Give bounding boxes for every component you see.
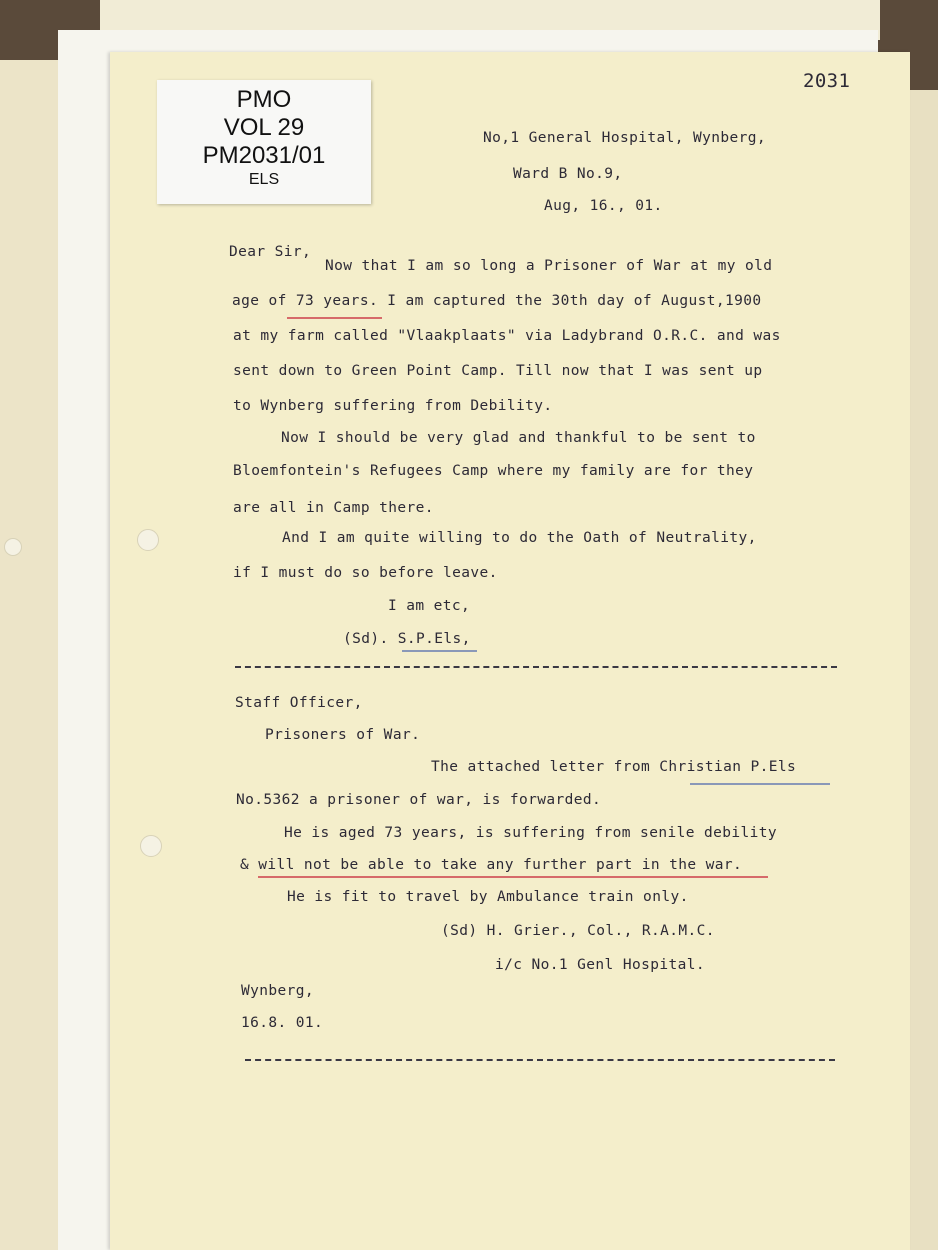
salutation: Dear Sir, [229, 244, 312, 260]
endorsement-recipient: Staff Officer, [235, 695, 363, 711]
punch-hole [137, 529, 159, 551]
endorsement-title: i/c No.1 Genl Hospital. [495, 957, 705, 973]
red-underline [258, 876, 768, 878]
address-date: Aug, 16., 01. [544, 198, 663, 214]
label-line: VOL 29 [223, 114, 305, 141]
letter-line: Now that I am so long a Prisoner of War at my old [325, 258, 773, 274]
letter-line: at my farm called "Vlaakplaats" via Ladybrand O.R.C. and was [233, 328, 781, 344]
letter-line: are all in Camp there. [233, 500, 434, 516]
red-underline [287, 317, 382, 319]
dashed-rule [245, 1059, 835, 1061]
letter-line: to Wynberg suffering from Debility. [233, 398, 553, 414]
label-line: ELS [248, 171, 280, 188]
endorsement-line: & will not be able to take any further part in the war. [240, 857, 743, 873]
endorsement-line: The attached letter from Christian P.Els [431, 759, 797, 775]
letter-line: Now I should be very glad and thankful to be sent to [281, 430, 756, 446]
blue-underline [690, 783, 830, 785]
archive-label [157, 80, 371, 204]
letter-signature: (Sd). S.P.Els, [343, 631, 471, 647]
endorsement-place: Wynberg, [241, 983, 315, 999]
letter-page [110, 52, 910, 1250]
letter-line: sent down to Green Point Camp. Till now that I was sent up [233, 363, 763, 379]
punch-hole [4, 538, 22, 556]
letter-line: if I must do so before leave. [233, 565, 498, 581]
address-line: No,1 General Hospital, Wynberg, [483, 130, 767, 146]
endorsement-date: 16.8. 01. [241, 1015, 324, 1031]
endorsement-line: No.5362 a prisoner of war, is forwarded. [236, 792, 602, 808]
punch-hole [140, 835, 162, 857]
blue-underline [402, 650, 477, 652]
endorsement-signature: (Sd) H. Grier., Col., R.A.M.C. [441, 923, 715, 939]
endorsement-line: He is fit to travel by Ambulance train only. [287, 889, 689, 905]
endorsement-recipient: Prisoners of War. [265, 727, 421, 743]
letter-line: And I am quite willing to do the Oath of Neutrality, [282, 530, 757, 546]
address-line: Ward B No.9, [513, 166, 623, 182]
letter-line: Bloemfontein's Refugees Camp where my family are for they [233, 463, 754, 479]
label-line: PM2031/01 [202, 142, 326, 169]
letter-closing: I am etc, [388, 598, 471, 614]
label-line: PMO [236, 86, 292, 113]
folder-number: 2031 [803, 70, 851, 92]
endorsement-line: He is aged 73 years, is suffering from senile debility [284, 825, 778, 841]
letter-line: age of 73 years. I am captured the 30th day of August,1900 [232, 293, 762, 309]
dashed-rule [235, 666, 837, 668]
